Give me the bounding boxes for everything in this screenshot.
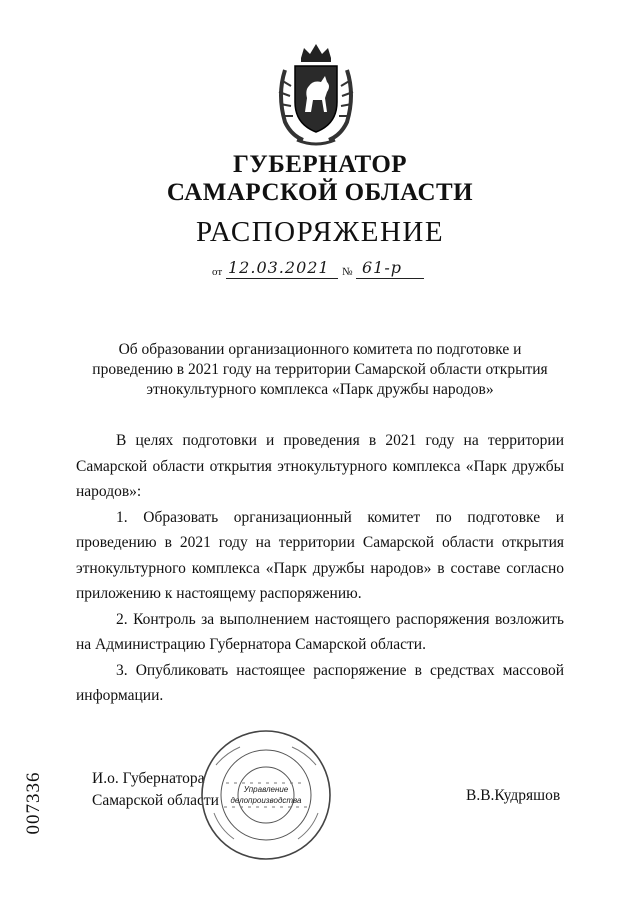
document-subject: Об образовании организационного комитета по подготовке и проведению в 2021 году на территории Самарской области открытия этнокультурного комплекса «Парк дружбы народов»	[92, 341, 548, 398]
governor-title-line1: ГУБЕРНАТОР	[232, 151, 408, 178]
stamp-center-line2: делопроизводства	[230, 796, 302, 805]
signatory-title-line2: Самарской области	[92, 792, 219, 809]
handwritten-number: 61-р	[362, 258, 403, 277]
coat-of-arms-icon	[271, 40, 361, 150]
registration-number-text: 007336	[23, 771, 44, 835]
body-item-1: 1. Образовать организационный комитет по подготовке и проведению в 2021 году на территории Самарской области открытия этнокультурного комплекса «Парк дружбы народов» в составе согласно приложению к настоящему распоряжению.	[76, 508, 564, 602]
body-item-3: 3. Опубликовать настоящее распоряжение в средствах массовой информации.	[76, 661, 564, 704]
document-body	[76, 428, 564, 709]
date-label: от	[212, 266, 223, 278]
signatory-name: В.В.Кудряшов	[466, 787, 561, 804]
date-underline	[226, 278, 338, 279]
governor-title-line2: САМАРСКОЙ ОБЛАСТИ	[166, 179, 474, 206]
round-stamp-icon	[196, 725, 336, 865]
body-item-2: 2. Контроль за выполнением настоящего распоряжения возложить на Администрацию Губернатора Самарской области.	[76, 610, 564, 653]
registration-number	[22, 768, 46, 838]
signatory-title-line1: И.о. Губернатора	[92, 770, 205, 787]
number-label: №	[342, 266, 353, 278]
body-intro: В целях подготовки и проведения в 2021 году на территории Самарской области открытия этнокультурного комплекса «Парк дружбы народов»:	[76, 432, 564, 500]
stamp-center-line1: Управление	[243, 785, 289, 794]
number-underline	[356, 278, 424, 279]
date-number-line	[212, 258, 452, 280]
handwritten-date: 12.03.2021	[228, 258, 330, 277]
document-type: РАСПОРЯЖЕНИЕ	[195, 216, 445, 248]
